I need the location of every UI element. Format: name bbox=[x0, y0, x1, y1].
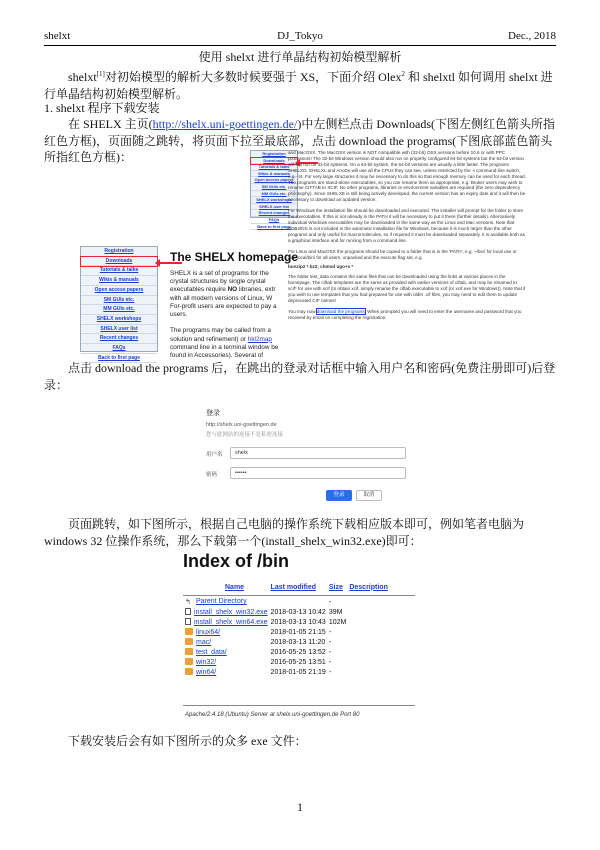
file-date: 2016-05-25 13:52 bbox=[270, 648, 326, 656]
table-row bbox=[185, 637, 391, 647]
nav-item-back[interactable]: Back to first page bbox=[81, 354, 157, 364]
password-field[interactable]: •••••• bbox=[230, 467, 406, 479]
file-description bbox=[349, 607, 391, 617]
shelx-homepage-link[interactable]: http://shelx.uni-goettingen.de/ bbox=[152, 117, 298, 131]
intro-text-a: shelxt bbox=[68, 70, 97, 84]
nav-item-registration[interactable]: Registration bbox=[251, 151, 297, 158]
nav-item-recent-changes[interactable]: Recent changes bbox=[81, 334, 157, 344]
file-size: 102M bbox=[328, 618, 347, 626]
table-row bbox=[185, 647, 391, 657]
header-right: Dec., 2018 bbox=[508, 30, 556, 42]
file-name-text[interactable]: win64/ bbox=[196, 669, 217, 676]
file-name-text[interactable]: Parent Directory bbox=[196, 598, 247, 605]
file-description bbox=[349, 647, 391, 657]
file-name[interactable] bbox=[185, 657, 271, 667]
nav-item-papers[interactable]: Open access papers bbox=[81, 286, 157, 296]
nav-item-downloads[interactable]: Downloads bbox=[81, 257, 157, 267]
page-number: 1 bbox=[297, 800, 303, 814]
file-description bbox=[349, 597, 391, 607]
nav-item-workshops[interactable]: SHELX workshops bbox=[81, 315, 157, 325]
username-label: 用户名 bbox=[206, 452, 223, 458]
server-footer: Apache/2.4.18 (Ubuntu) Server at shelx.uni-goettingen.de Port 80 bbox=[185, 712, 360, 718]
nav-item-mm-guis[interactable]: MM GUIs etc. bbox=[81, 305, 157, 315]
nav-item-sm-guis[interactable]: SM GUIs etc. bbox=[251, 184, 297, 191]
file-icon bbox=[185, 608, 191, 615]
header-left: shelxt bbox=[44, 30, 71, 42]
nav-item-recent-changes[interactable]: Recent changes bbox=[251, 210, 297, 217]
intro-paragraph bbox=[44, 66, 558, 102]
nav-item-sm-guis[interactable]: SM GUIs etc. bbox=[81, 296, 157, 306]
file-date bbox=[271, 597, 329, 607]
file-size: - bbox=[328, 598, 332, 606]
home-text-b: libraries, extr with all modern versions of Linux, W For-profit users are expected to pay a users. bbox=[170, 286, 277, 319]
file-name-text[interactable]: install_shelx_win64.exe bbox=[194, 619, 268, 626]
step3-paragraph: 页面跳转，如下图所示，根据自己电脑的操作系统下载相应版本即可，例如笔者电脑为 windows 32 位操作系统，那么下载第一个(install_shelx_win32.exe)即可： bbox=[44, 517, 525, 548]
table-row bbox=[185, 597, 391, 607]
download-text-p1: and MacOSX. The MacOSX version is NOT compatible with (32-bit) OSX versions before 10.6 or with PPC processors! The 32-bit Windows version should also run on properly configured 64-bit systems but the 64-bit version will not run on 32-bit systems. On a 64-bit system, the 64-bit versions are usually a little faster. The programs SHELXD, SHELXL and AnoDe will use all the CPUs they can see, unless restricted by the -t command-line switch, e.g. -t4. For very large structures it may be necessary to do this so that enough memory can be used for each thread. The programs are stand-alone executables, so you can rename them as appropriate, e.g. Bruker users may wish to rename CIFTAB to XCIF. No other programs, libraries or environment variables are required (the zero dependency philosophy). Since SHELXE is still being actively developed, the current version has an expiry date and it will then be necessary to download an updated version. bbox=[288, 150, 526, 203]
header-center: DJ_Tokyo bbox=[277, 30, 323, 42]
login-button[interactable]: 登录 bbox=[326, 490, 352, 501]
file-size: 39M bbox=[328, 608, 343, 616]
file-description bbox=[349, 667, 391, 677]
file-description bbox=[349, 617, 391, 627]
figure-login-dialog bbox=[198, 398, 418, 510]
file-name-text[interactable]: test_data/ bbox=[196, 649, 227, 656]
nav-item-tutorials[interactable]: Tutorials & talks bbox=[81, 266, 157, 276]
nav-item-user-list[interactable]: SHELX user list bbox=[81, 325, 157, 335]
download-text-p5 bbox=[288, 309, 526, 321]
download-programs-link[interactable]: download the programs bbox=[316, 308, 365, 314]
col-name[interactable]: Name bbox=[225, 583, 245, 591]
file-name[interactable] bbox=[185, 607, 271, 617]
folder-icon bbox=[185, 648, 193, 655]
file-size: - bbox=[328, 668, 332, 676]
file-name-text[interactable]: mac/ bbox=[196, 639, 212, 646]
login-title: 登录 bbox=[206, 410, 220, 417]
intro-text-c: 和 shelxtl 如何调用 shelxt 进行单晶结构初始模型解析。 bbox=[44, 70, 553, 101]
file-date: 2018-03-13 11:20 bbox=[270, 638, 326, 646]
cancel-button[interactable]: 取消 bbox=[356, 490, 382, 501]
folder-icon bbox=[185, 658, 193, 665]
divider bbox=[183, 595, 415, 596]
download-text-p5b: . When prompted you will need to enter the username and password that you received by email on completing the registration. bbox=[288, 308, 522, 320]
home-text-d: command line in a terminal window be found in Accessories). Several of bbox=[170, 343, 279, 360]
divider bbox=[183, 705, 415, 706]
file-name[interactable] bbox=[185, 597, 271, 607]
login-privacy-note: 您与此网站的连接不是私密连接 bbox=[206, 432, 284, 438]
file-description bbox=[349, 657, 391, 667]
home-text-c: The programs may be called from a solution and refinement) or bbox=[170, 327, 271, 343]
intro-text-b: 对初始模型的解析大多数时候要强于 XS，下面介绍 Olex bbox=[104, 70, 402, 84]
table-row bbox=[185, 617, 391, 627]
file-date: 2018-01-05 21:19 bbox=[270, 668, 326, 676]
home-text-no: NO bbox=[227, 286, 238, 294]
step2-paragraph: 点击 download the programs 后，在跳出的登录对话框中输入用户名和密码(免费注册即可)后登录： bbox=[44, 361, 556, 392]
table-row bbox=[185, 607, 391, 617]
table-row bbox=[185, 667, 391, 677]
file-listing-table bbox=[185, 583, 391, 677]
file-name[interactable] bbox=[185, 617, 271, 627]
file-date: 2018-03-13 10:42 bbox=[270, 608, 326, 616]
figure-index-listing bbox=[183, 551, 415, 726]
nav-item-faqs[interactable]: FAQs bbox=[251, 217, 297, 224]
nav-item-faqs[interactable]: FAQs bbox=[81, 344, 157, 354]
file-name[interactable] bbox=[185, 627, 271, 637]
col-size[interactable]: Size bbox=[328, 583, 343, 591]
nav-item-wikis[interactable]: Wikis & manuals bbox=[251, 171, 297, 178]
file-size: - bbox=[328, 638, 332, 646]
nav-item-back[interactable]: Back to first page bbox=[251, 224, 297, 231]
homepage-heading: The SHELX homepage bbox=[170, 250, 299, 264]
superscript-2: 2 bbox=[401, 70, 406, 78]
table-row bbox=[185, 627, 391, 637]
file-description bbox=[349, 637, 391, 647]
folder-icon bbox=[185, 668, 193, 675]
download-text-p2: For Windows the installation file should be downloaded and executed. The installer will prompt for the folder to store the executables. If this is not already in the PATH it will be necessary to put it there (further details). Alternatively individual Windows executables may be downloaded in the same way as the Linux and Mac versions. Note that PDB2INS is not included in the automatic installation file for Windows, because it is much larger than the other programs and only useful for macromolecules, so if required it must be downloaded separately. It is available both as a graphical interface and for running from a command line. bbox=[288, 208, 525, 243]
folder-icon bbox=[185, 638, 193, 645]
file-date: 2018-01-05 21:15 bbox=[270, 628, 326, 636]
password-label: 密码 bbox=[206, 472, 218, 478]
col-last-modified[interactable]: Last modified bbox=[270, 583, 317, 591]
nav-item-workshops[interactable]: SHELX workshops bbox=[251, 197, 297, 204]
file-size: - bbox=[328, 628, 332, 636]
file-date: 2018-03-13 10:43 bbox=[270, 618, 326, 626]
unpack-command: bunzip2 *.bz2; chmod ugo+x * bbox=[288, 264, 354, 270]
nav-item-mm-guis[interactable]: MM GUIs etc. bbox=[251, 191, 297, 198]
download-page-text bbox=[288, 150, 526, 355]
step4-paragraph: 下载安装后会有如下图所示的众多 exe 文件： bbox=[68, 734, 307, 748]
folder-icon bbox=[185, 628, 193, 635]
download-text-p3: For Linux and MacOSX the programs should be copied to a folder that is in the 'PATH', e.g. ~/bin/ for local use or /usr/local/bin/ for all users, unpacked and the execute flag set, e.g. bbox=[288, 248, 517, 260]
file-name[interactable] bbox=[185, 667, 271, 677]
home-text-a: SHELX is a set of programs for the crystal structures by single crystal executables require bbox=[170, 270, 269, 294]
section-heading-1: 1. shelxt 程序下载安装 bbox=[44, 101, 160, 115]
figure-shelx-homepage bbox=[80, 150, 526, 361]
file-icon bbox=[185, 618, 191, 625]
file-date: 2016-05-25 13:51 bbox=[270, 658, 326, 666]
download-text-p5a: You may now bbox=[288, 308, 317, 314]
nav-item-registration[interactable]: Registration bbox=[81, 247, 157, 257]
homepage-text bbox=[170, 270, 280, 360]
nav-item-tutorials[interactable]: Tutorials & talks bbox=[251, 164, 297, 171]
hkl2map-link[interactable]: hkl2map bbox=[247, 335, 272, 343]
col-description[interactable]: Description bbox=[349, 583, 388, 591]
file-name-text[interactable]: install_shelx_win32.exe bbox=[194, 609, 268, 616]
nav-item-downloads[interactable]: Downloads bbox=[251, 158, 297, 165]
download-text-p4: The folder test_data contains the same files that can be downloaded using the links at various places in the homepage. The ciftab templates are the same as provided with earlier versions of ciftab, and may be renamed to xcif* for use with xcif (to obtain xcif, simply rename the ciftab executable to xcif (or xcif.exe for Windows)). Note that if you wish to use templates that you had prepared for use with older .cif files, you may need to edit them to update deprecated CIF names! bbox=[288, 274, 526, 303]
nav-item-user-list[interactable]: SHELX user list bbox=[251, 204, 297, 211]
file-name[interactable] bbox=[185, 637, 271, 647]
table-row bbox=[185, 657, 391, 667]
file-description bbox=[349, 627, 391, 637]
file-name-text[interactable]: linux64/ bbox=[196, 629, 221, 636]
nav-item-wikis[interactable]: Wikis & manuals bbox=[81, 276, 157, 286]
file-name-text[interactable]: win32/ bbox=[196, 659, 217, 666]
step1-text-a: 在 SHELX 主页( bbox=[68, 117, 153, 131]
citation-ref[interactable]: [1] bbox=[96, 70, 105, 78]
file-size: - bbox=[328, 648, 332, 656]
running-header bbox=[44, 30, 556, 46]
document-title: 使用 shelxt 进行单晶结构初始模型解析 bbox=[198, 50, 402, 64]
back-arrow-icon: ↰ bbox=[185, 599, 191, 606]
username-field[interactable]: shelx bbox=[230, 447, 406, 459]
step1-text-b: )中左侧栏点击 Downloads(下图左侧红色箭头所指红色方框)，页面随之跳转，将页面下拉至最底部，点击 download the programs(下图底部蓝色箭头所指红色方框)： bbox=[44, 117, 555, 164]
index-heading: Index of /bin bbox=[183, 551, 289, 571]
sidebar-nav-bottom bbox=[80, 246, 158, 361]
file-size: - bbox=[328, 658, 332, 666]
file-name[interactable] bbox=[185, 647, 271, 657]
nav-item-papers[interactable]: Open access papers bbox=[251, 177, 297, 184]
login-url: http://shelx.uni-goettingen.de bbox=[206, 422, 277, 428]
